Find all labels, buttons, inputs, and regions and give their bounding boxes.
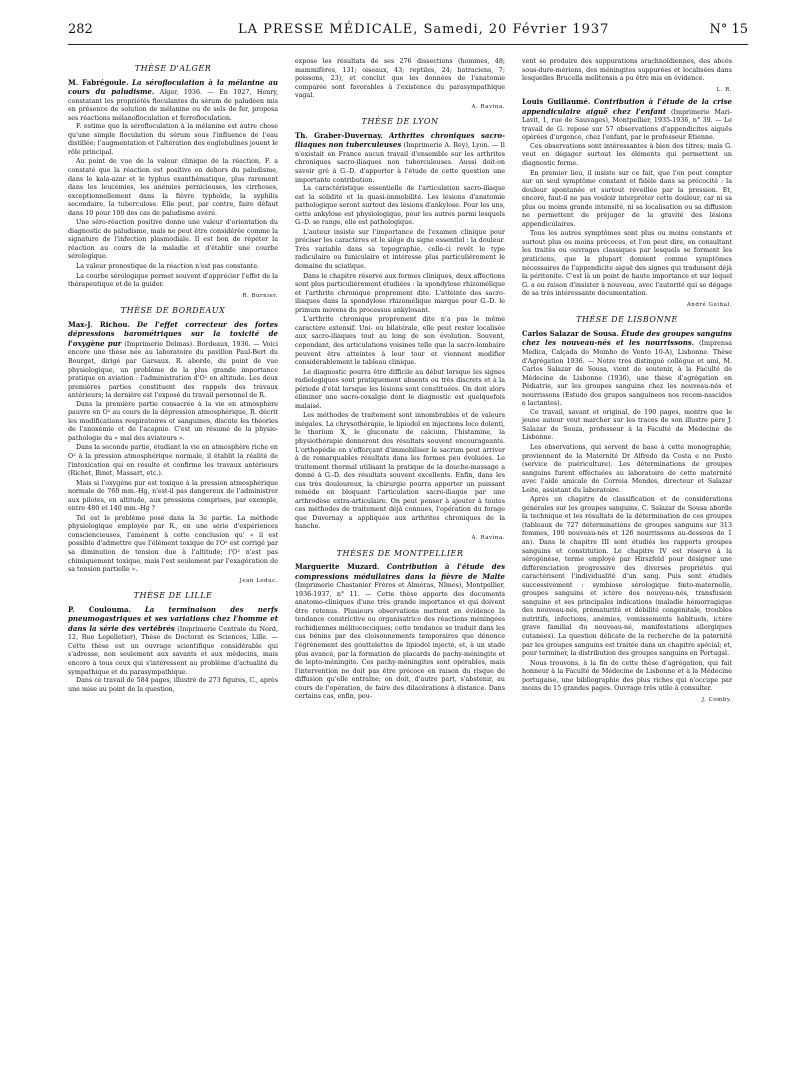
paragraph: Ces observations sont intéressantes à bien des titres; mais G. veut en dégager surtout les éléments qui permettent un diagnostic ferme. [522, 142, 732, 168]
paragraph: Le diagnostic pourra être difficile au début lorsque les signes radiologiques sont pratiquement absents ou très discrets et à la période d'état lorsque les lésions sont constituées. On doit alors éliminer une sacro-coxalgie dont le diagnostic est quelquefois malaisé. [295, 368, 505, 410]
entry-head [68, 604, 278, 676]
paragraph: L'arthrite chronique proprement dite n'a pas le même caractère extensif. Uni- ou bilatérale, elle peut rester localisée aux sacro-iliaques tout au long de son évolution. Souvent, cependant, des articulations voisines telle que la sacro-lombaire peuvent être atteintes à leur tour et viennent modifier considérablement le tableau clinique. [295, 316, 505, 367]
paragraph: Dans ce travail de 584 pages, illustré de 273 figures, C., après une mise au point de la question, [68, 677, 278, 693]
paragraph: Une séro-réaction positive donne une valeur d'orientation du diagnostic de paludisme, mais ne peut être considérée comme la signature de l'infection plasmodiale. Il est bon de répéter la réaction au cours de la maladie et d'établir une courbe sérologique. [68, 219, 278, 261]
thesis-title: La terminaison des nerfs pneumogastriques et ses variations chez l'homme et dans la série des vertébrés [68, 604, 278, 633]
paragraph: (Imprimerie Chastanier Frères et Alméras, Nîmes), Montpellier, 1936-1937, n° 11. — Cette thèse apporte des documents anatomo-cliniques d'une très grande importance et qui doivent être retenus. Plusieurs observations mettent en évidence la tendance constrictive ou organisatrice des réactions méningées rachidiennes mélitococciques; cette tendance se traduit dans les cas bénins par des cloisonnements temporaires que dénonce l'égrènement des gouttelettes de lipiodol injecté, et, à un stade plus avancé, par la formation de placards de pachy-méningite et de lepto-méningite. Ces pachy-méningites sont opérables, mais l'intervention ne doit pas être précoce en raison du risque de diffusion qu'elle entraîne; on doit, d'autre part, s'abstenir, au cours de l'opération, de faire des dilacérations à distance. Dans certains cas, enfin, peu- [295, 582, 505, 701]
author-name: Louis Guillaumé. [522, 97, 591, 107]
author-name: Max-J. Richou. [68, 319, 130, 329]
entry-head [68, 77, 278, 122]
column-2 [295, 58, 505, 705]
reviewer-signature: L. R. [716, 86, 732, 93]
paragraph: Les observations, qui servent de base à cette monographie, proviennent de la Maternité Dr Alfredo da Costa e no Posto (service de puériculture). Les déterminations de groupes sanguins furent effectuées au laboratoire de cette maternité avec l'aide amicale de Correia Mendes, directeur et Salazar Leite, assistant du laboratoire. [522, 443, 732, 494]
thesis-entry [295, 563, 505, 702]
paragraph: expose les résultats de ses 276 dissections (hommes, 48; mammifères, 131; oiseaux, 43; reptiles, 24; batraciens, 7; poissons, 23), et conclut que les données de l'anatomie comparée sont favorables à l'existence du parasympathique vagal. [295, 58, 505, 100]
author-name: Th. Graber-Duvernay. [295, 130, 383, 140]
thesis-entry [295, 132, 505, 543]
paragraph: F. estime que la sérofloculation à la mélanine est autre chose qu'une simple floculation du sérum sous l'influence de l'eau distillée; l'augmentation et l'altération des euglobulines jouent le rôle principal. [68, 123, 278, 156]
paragraph: Tous les autres symptômes sont plus ou moins constants et surtout plus ou moins précoces, et l'on peut dire, en consultant les traités ou ouvrages classiques par lesquels se forment les praticiens, que la plupart donnent comme symptômes nécessaires de l'appendicite aiguë des signes qui traduisent déjà la péritonite. C'est là un point de haute importance et sur lequel G. a eu raison d'insister à nouveau, avec l'autorité qui se dégage de sa très intéressante documentation. [522, 230, 732, 298]
paragraph: Au point de vue de la valeur clinique de la réaction, F. a constaté que la réaction est positive en dehors du paludisme, dans le kala-azar et le typhus exanthématique, plus rarement dans les leucémies, les anémies pernicieuses, les cirrhoses, exceptionnellement dans la fièvre typhoïde, la syphilis secondaire, la tuberculose. Elle peut, par contre, faire défaut dans 10 pour 100 des cas de paludisme avéré. [68, 158, 278, 217]
thesis-title: La sérofloculation à la mélanine au cours du paludisme. [68, 77, 278, 97]
paragraph: (Imprensa Medica, Calçada do Moinho do Vento 10-A), Lisbonne. Thèse d'Agrégation 1936. — Notre très distingué collègue et ami, M. Carlos Salazar de Sousa, vient de soutenir, à la Faculté de Médecine de Lisbonne (1936), une thèse d'agrégation en Pédiatrie, sur les groupes sanguins chez les nouveau-nés et nourrissons (Estudo dos grupos sanguíneos nos recem-nascidos e lactantes). [522, 340, 732, 408]
section-heading: THÈSE DE LISBONNE [576, 315, 678, 325]
thesis-title: Contribution à l'étude de la crise appendiculaire aiguë chez l'enfant [522, 97, 732, 116]
author-name: M. Fabrégoule. [68, 77, 129, 87]
paragraph: Après un chapitre de classification et de considérations générales sur les groupes sanguins, C. Salazar de Sousa aborde la technique et les résultats de la détermination de ces groupes (tableaux de 727 déterminations de groupes sanguins sur 313 femmes, 190 nouveau-nés et 126 nourrissons au-dessous de 1 an). Dans le chapitre III sont étudiés les rapports groupes sanguins et constitution. Le chapitre IV est réservé à la sérogénèse, terme employé par Hirszfeld pour désigner une différenciation progressive des diverses propriétés qui caractérisent l'individualité d'un sang. Puis sont étudiés successivement : symbiose sérologique fœto-maternelle, groupes sanguins et ictère des nouveau-nés, transfusion sanguine et ses principales indications (maladie hémorragique des nouveau-nés, prématurité et débilité congénitale, troubles nutritifs, infections, anémies, vomissements habituels, ictère grave familial du nouveau-né, manifestations allergiques cutanées). La question délicate de la recherche de la paternité par les groupes sanguins est traitée dans un chapitre spécial; et, pour terminer, la distribution des groupes sanguins en Portugal. [522, 496, 732, 658]
paragraph: Ce travail, savant et original, de 190 pages, montre que le jeune auteur veut marcher sur les traces de son illustre père J. Salazar de Souza, professeur à la Faculté de Médecine de Lisbonne. [522, 408, 732, 442]
paragraph: (Imprimerie Mari-Lavit, 1, rue de Sauvages), Montpellier, 1935-1936, n° 39. — Le travail de G. repose sur 57 observations d'appendicites aiguës opérées d'urgence, chez l'enfant, par le professeur Etienne. [522, 108, 732, 142]
author-name: Marguerite Muzard. [295, 562, 380, 572]
section-heading: THÈSE DE BORDEAUX [120, 306, 226, 316]
paragraph: Tel est le problème posé dans la 3e partie. La méthode physiologique employée par R., en une série d'expériences consciencieuses, l'amènent à cette conclusion qu' « il est possible d'admettre que l'élément toxique de l'O² est corrigé par sa diminution de tension due à l'altitude; l'O² n'est pas chimiquement toxique, mais l'est seulement par l'exagération de sa tension partielle ». [68, 514, 278, 574]
paragraph: La caractéristique essentielle de l'articulation sacro-iliaque est la solidité et la quasi-immobilité. Les lésions d'anatomie pathologique seront surtout des lésions d'ankylose. Pour les uns, cette ankylose est physiologique, pour les autres parmi lesquels G.-D. se range, elle est pathologique. [295, 185, 505, 227]
reviewer-signature: Jean Leduc. [239, 577, 278, 584]
thesis-entry [295, 58, 505, 111]
paragraph: vent se produire des suppurations arachnoïdiennes, des abcès sous-dure-mériens, des méningites suppurées et localisées dans lesquelles Brucella melitensis a pu être mis en évidence. [522, 58, 732, 83]
paragraph: Dans la première partie consacrée à la vie en atmosphère pauvre en O² au cours de la dépression atmosphérique, R. décrit les modifications respiratoires et sanguines, discute les théories de l'anoxémie et de l'acapnie. C'est un résumé de la physio-pathologie du « mal des aviateurs ». [68, 400, 278, 442]
thesis-entry [68, 79, 278, 301]
thesis-title: Contribution à l'étude des compressions médullaires dans la fièvre de Malte [295, 562, 506, 581]
paragraph: Mais si l'oxygène pur est toxique à la pression atmosphérique normale de 760 mm.-Hg, n'est-il pas dangereux de l'administrer aux pilotes, en altitude, aux pressions comprises, par exemple, entre 480 et 140 mm.-Hg ? [68, 479, 278, 513]
thesis-title: Étude des groupes sanguins chez les nouveau-nés et les nourrissons. [522, 328, 732, 348]
reviewer-signature: J. Comby. [701, 696, 732, 703]
section-heading: THÈSE DE LILLE [133, 591, 213, 601]
column-1 [68, 58, 278, 697]
thesis-entry [522, 98, 732, 309]
paragraph: (Imprimerie A. Rey), Lyon. — Il n'existait en France aucun travail d'ensemble sur les arthrites chroniques sacro-iliaques non tuberculeuses. Aussi doit-on savoir gré à G.-D. d'apporter à l'étude de cette question une importante contribution. [295, 142, 505, 184]
thesis-entry [522, 58, 732, 94]
issue-number: N° 15 [709, 22, 748, 37]
thesis-title: De l'effet correcteur des fortes dépressions barométriques sur la toxicité de l'oxygène pur [68, 319, 278, 348]
reviewer-signature: A. Ravina. [471, 534, 505, 541]
entry-head [295, 564, 505, 700]
paragraph: En premier lieu, il insiste sur ce fait, que l'on peut compter sur un seul symptôme constant et fidèle dans sa précocité : la douleur spontanée et surtout réveillée par la pression. Et, encore, faut-il ne pas vouloir interpréter cette douleur, car ni sa plus ou moins grande intensité, ni sa localisation ou sa diffusion ne permettent de préjuger de la gravité des lésions appendiculaires. [522, 169, 732, 228]
author-name: Carlos Salazar de Sousa. [522, 328, 619, 338]
journal-title: LA PRESSE MÉDICALE, Samedi, 20 Février 1937 [238, 22, 610, 37]
reviewer-signature: R. Burnier. [242, 292, 278, 299]
paragraph: Nous trouvons, à la fin de cette thèse d'agrégation, qui fait honneur à la Faculté de Médecine de Lisbonne et à la Médecine portugaise, une bibliographie des plus riches qui n'occupe par moins de 15 grandes pages. Ouvrage très utile à consulter. [522, 659, 732, 693]
reviewer-signature: André Guibal. [686, 301, 732, 308]
reviewer-signature: A. Ravina. [471, 103, 505, 110]
paragraph: La valeur pronostique de la réaction n'est pas constante. [76, 263, 260, 271]
paragraph: (Imprimerie Centrale du Nord, 12, Rue Lepelletier), Thèse de Doctorat ès Sciences, Lille. — Cette thèse est un ouvrage scientifique considérable qui s'adresse, non seulement aux savants et aux médecins, mais encore à tous ceux qui s'intéressent au problème d'actualité du sympathique et du parasympathique. [68, 625, 278, 676]
section-heading: THÈSE D'ALGER [134, 64, 212, 73]
entry-head [522, 99, 732, 141]
paragraph: Alger, 1936. — En 1927, Henry, constatant les propriétés floculantes du sérum de paludéen mis en présence de solution de mélanine ou de sels de fer, proposa ses réactions mélanofloculation et ferrofloculation. [68, 89, 278, 122]
paragraph: (Imprimerie Delmas). Bordeaux, 1936. — Voici encore une thèse née au laboratoire du pavillon Paul-Bert du Bourget, dirigé par Garsaux. R. aborde, du point de vue physiologique, un problème de la plus grande importance pratique en aviation : l'administration d'O² en altitude. Les deux premières parties constituent des rappels des travaux antérieurs; la dernière est l'exposé du travail personnel de R. [68, 340, 278, 400]
paragraph: L'auteur insiste sur l'importance de l'examen clinique pour préciser les caractères et le siège du signe essentiel : la douleur. Très variable dans sa topographie, celle-ci revêt le type radiculaire ou funiculaire et intéresse plus particulièrement le domaine du sciatique. [295, 228, 505, 271]
paragraph: Dans le chapitre réservé aux formes cliniques, deux affections sont plus particulièrement étudiées : la spondylose rhizomélique et l'arthrite chronique proprement dite. L'atteinte des sacro-iliaques dans la spondylose rhizomélique marque pour G.-D. le primum movens du processus ankylosant. [295, 272, 505, 314]
thesis-title: Arthrites chroniques sacro-iliaques non tuberculeuses [295, 130, 505, 150]
page-header [68, 22, 748, 45]
thesis-entry [68, 321, 278, 585]
paragraph: Dans la seconde partie, étudiant la vie en atmosphère riche en O² à la pression atmosphérique normale, il établit la réalité de l'intoxication qui en résulte et confirme les travaux antérieurs (Richet, Binet, Massart, etc.). [68, 444, 279, 478]
section-heading: THÈSE DE LYON [361, 117, 439, 127]
page-number: 282 [68, 22, 93, 37]
entry-head [522, 328, 732, 408]
section-heading: THÈSES DE MONTPELLIER [336, 548, 464, 558]
thesis-entry [68, 606, 278, 694]
paragraph: La courbe sérologique permet souvent d'apprécier l'effet de la thérapeutique et de la guider. [68, 272, 278, 289]
thesis-entry [522, 330, 732, 705]
author-name: P. Coulouma. [68, 604, 131, 614]
entry-head [295, 130, 505, 184]
paragraph: Les méthodes de traitement sont innombrables et de valeurs inégales. La chrysothérapie, le lipiodol en injections loco dolenti, le thorium X, le gluconate de calcium, l'histamine, la physiothérapie donneront des résultats souvent encourageants. L'orthopédie en s'efforçant d'immobiliser le sacrum peut arriver à de remarquables résultats dans les formes peu évoluées. Le traitement thermal utilisant la pratique de la douche-massage a donné à G.-D. des résultats souvent excellents. Enfin, dans les cas très douloureux, la chirurgie pourra apporter un puissant remède en bloquant l'articulation sacro-iliaque par une arthrodèse extra-articulaire. On peut penser à ajouter à toutes ces méthodes de traitement déjà connues, l'opération du forage que Duvernay a appliquée aux arthrites chroniques de la hanche. [295, 412, 505, 531]
entry-head [68, 319, 278, 400]
column-3 [522, 58, 732, 708]
